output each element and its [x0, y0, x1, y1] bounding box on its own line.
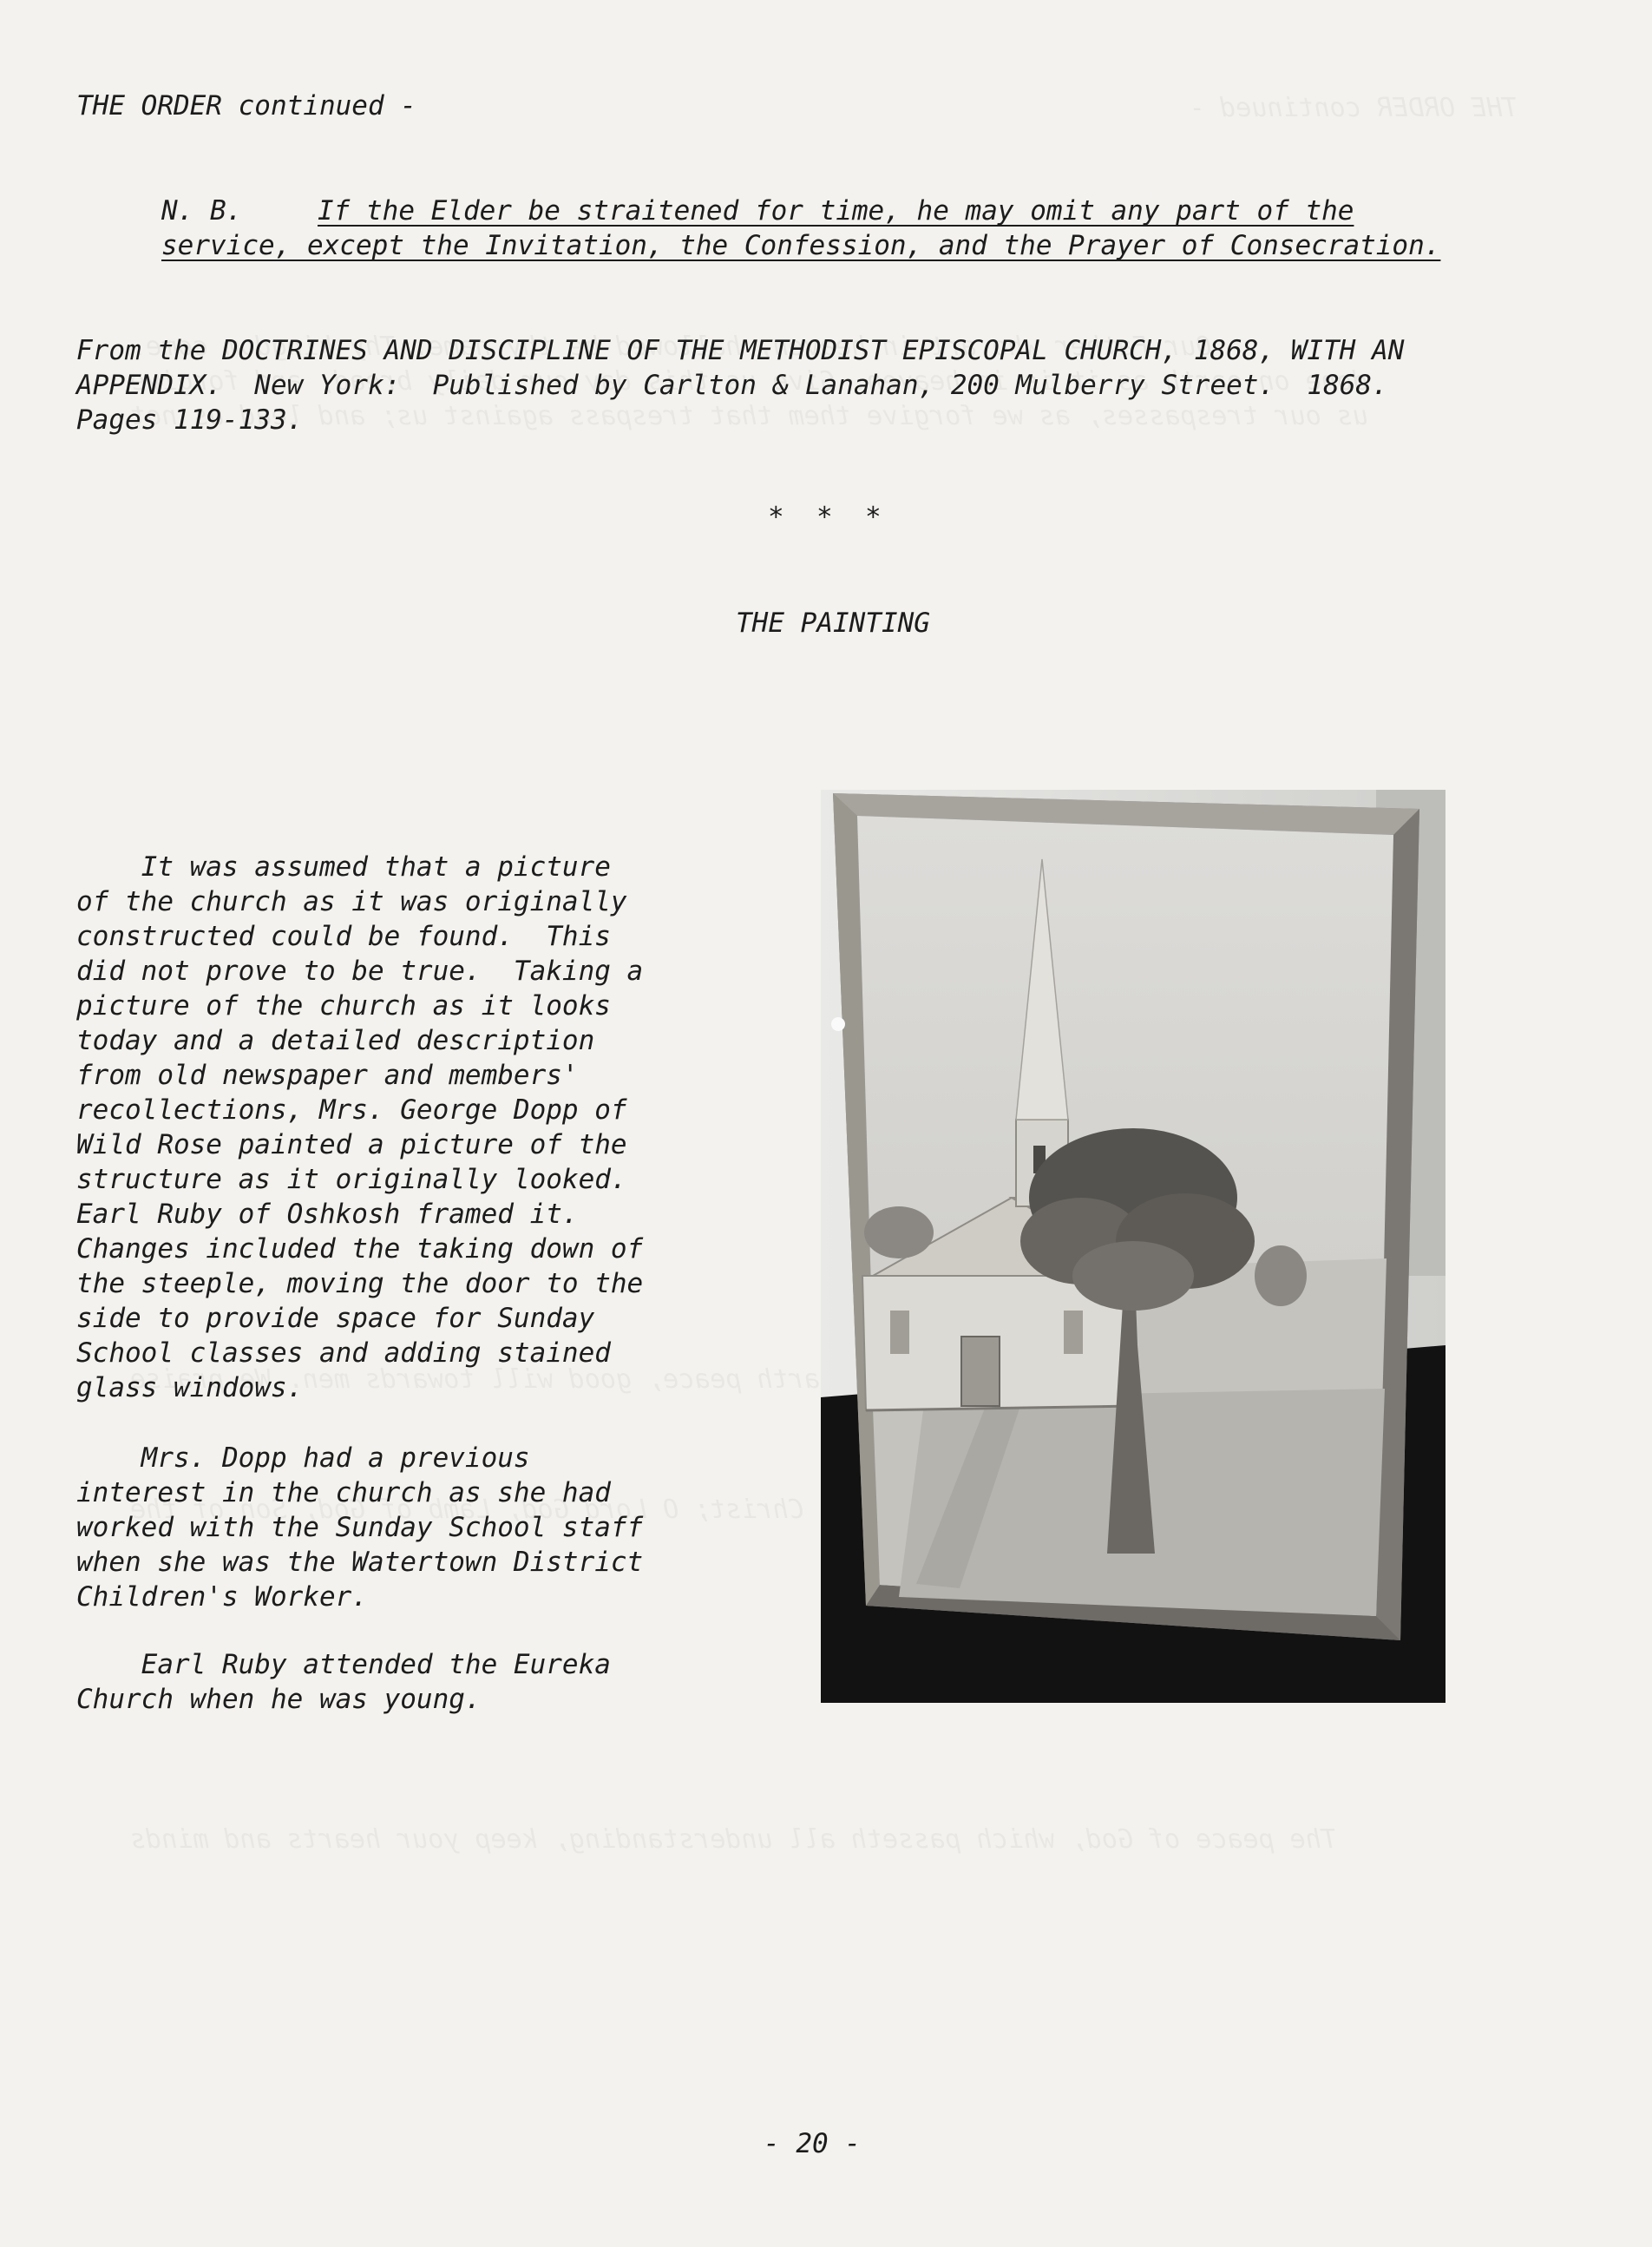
paragraph-line: Changes included the taking down of — [76, 1233, 644, 1265]
paragraph-line: Children's Worker. — [76, 1581, 368, 1613]
paragraph-line: Earl Ruby of Oshkosh framed it. — [76, 1199, 579, 1230]
paragraph-line: today and a detailed description — [76, 1025, 595, 1056]
page-number: - 20 - — [764, 2128, 861, 2159]
source-line-1: From the DOCTRINES AND DISCIPLINE OF THE METHODIST EPISCOPAL CHURCH, 1868, WITH AN — [76, 335, 1405, 366]
paragraph-line: worked with the Sunday School staff — [76, 1512, 644, 1543]
paragraph-line: It was assumed that a picture — [76, 851, 611, 883]
source-line-3: Pages 119-133. — [76, 404, 304, 436]
paragraph-line: Church when he was young. — [76, 1684, 482, 1715]
paragraph-line: Earl Ruby attended the Eureka — [76, 1649, 611, 1680]
paragraph-line: Mrs. Dopp had a previous — [76, 1442, 530, 1474]
paragraph-line: from old newspaper and members' — [76, 1060, 579, 1091]
paragraph-line: structure as it originally looked. — [76, 1164, 627, 1195]
paragraph-line: side to provide space for Sunday — [76, 1303, 595, 1334]
paragraph-line: did not prove to be true. Taking a — [76, 956, 644, 987]
paragraph-line: recollections, Mrs. George Dopp of — [76, 1094, 627, 1126]
paragraph-line: constructed could be found. This — [76, 921, 611, 952]
paragraph-line: the steeple, moving the door to the — [76, 1268, 644, 1299]
section-title: THE PAINTING — [736, 608, 930, 639]
paragraph-line: of the church as it was originally — [76, 886, 627, 917]
section-separator: * * * — [768, 502, 882, 533]
paragraph-line: School classes and adding stained — [76, 1337, 611, 1369]
paragraph-line: glass windows. — [76, 1372, 304, 1403]
nb-line-2: service, except the Invitation, the Confession, and the Prayer of Consecration. — [161, 230, 1441, 261]
header-continued: THE ORDER continued - — [76, 90, 416, 122]
paragraph-line: Wild Rose painted a picture of the — [76, 1129, 627, 1160]
nb-label: N. B. — [161, 195, 243, 227]
church-painting-photo — [821, 790, 1446, 1703]
source-line-2: APPENDIX. New York: Published by Carlton & Lanahan, 200 Mulberry Street. 1868. — [76, 370, 1388, 401]
church-painting-image — [821, 790, 1446, 1703]
paragraph-line: when she was the Watertown District — [76, 1547, 644, 1578]
paragraph-line: picture of the church as it looks — [76, 990, 611, 1022]
nb-line-1: If the Elder be straitened for time, he may omit any part of the — [318, 195, 1354, 227]
paragraph-line: interest in the church as she had — [76, 1477, 611, 1508]
